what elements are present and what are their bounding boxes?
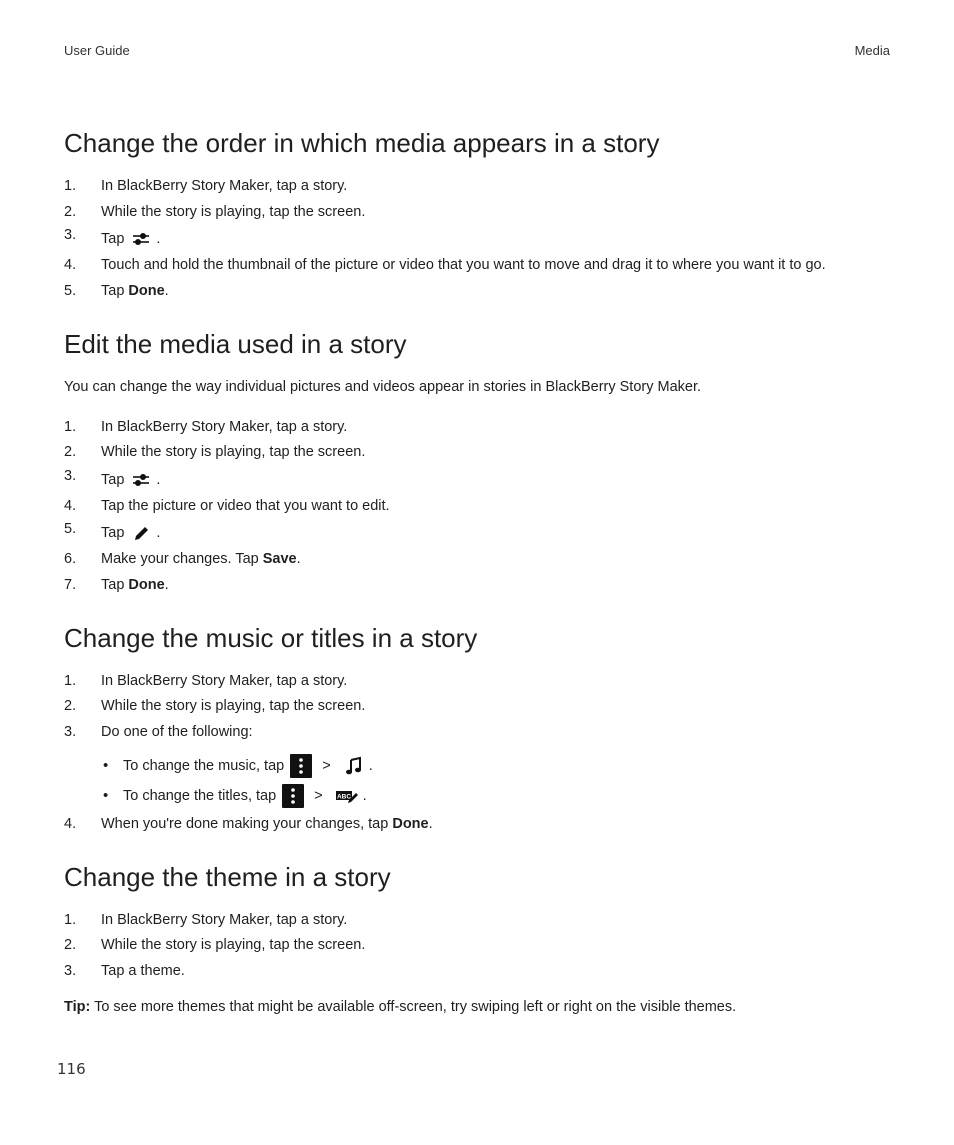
pencil-icon [130, 523, 152, 543]
list-item [64, 255, 890, 275]
step-text: . [156, 525, 161, 541]
section-title: Change the music or titles in a story [64, 622, 478, 653]
step-number: 2. [64, 698, 77, 714]
list-item [64, 227, 890, 251]
list-item [64, 176, 890, 196]
step-text: . [164, 576, 169, 593]
header-chapter-title: Media [854, 43, 890, 58]
option-list [101, 754, 890, 808]
list-item [64, 696, 890, 716]
step-text: . [296, 551, 301, 567]
list-item [64, 549, 890, 569]
step-number: 4. [64, 497, 77, 514]
step-text: Tap [101, 282, 129, 299]
step-list [64, 671, 890, 834]
list-item [64, 468, 890, 492]
step-text: While the story is playing, tap the screen. [101, 203, 366, 220]
step-text: Tap [101, 525, 125, 541]
list-item [64, 281, 890, 301]
step-text: While the story is playing, tap the screen. [101, 698, 366, 714]
step-list [64, 910, 890, 981]
step-text: . [164, 282, 169, 299]
step-number: 1. [64, 672, 77, 689]
list-item [64, 442, 890, 462]
ui-label-done: Done [128, 576, 165, 593]
more-vertical-icon [282, 784, 304, 808]
step-text: When you're done making your changes, tap [101, 815, 393, 832]
step-text: Tap the picture or video that you want to edit. [101, 497, 390, 514]
step-number: 7. [64, 576, 77, 593]
list-item [64, 961, 890, 981]
section-change-order [64, 126, 890, 301]
step-text: In BlackBerry Story Maker, tap a story. [101, 418, 348, 435]
list-item [64, 722, 890, 808]
title-edit-icon-label: ABC [336, 793, 351, 801]
step-text: Tap [101, 576, 129, 593]
step-text: Do one of the following: [101, 723, 253, 740]
step-text: While the story is playing, tap the screen. [101, 444, 366, 460]
step-number: 4. [64, 815, 77, 832]
list-item [64, 575, 890, 595]
step-number: 1. [64, 911, 77, 928]
step-number: 3. [64, 467, 77, 484]
step-number: 2. [64, 444, 77, 460]
step-number: 1. [64, 178, 77, 194]
step-number: 6. [64, 551, 77, 567]
page-number: 116 [57, 1060, 86, 1078]
tip-label: Tip: [64, 998, 91, 1015]
list-item [64, 496, 890, 516]
step-text: Tap [101, 471, 125, 488]
list-item [64, 935, 890, 955]
step-list [64, 417, 890, 595]
step-text: In BlackBerry Story Maker, tap a story. [101, 911, 348, 928]
step-number: 2. [64, 203, 77, 220]
list-item [64, 417, 890, 437]
list-item [64, 202, 890, 222]
separator: > [314, 787, 323, 804]
step-text: While the story is playing, tap the screen. [101, 937, 366, 954]
step-text: Make your changes. Tap [101, 551, 263, 567]
step-text: . [428, 815, 433, 832]
step-text: . [156, 471, 161, 488]
step-text: Tap [101, 231, 125, 247]
header-guide-title: User Guide [64, 43, 130, 58]
step-number: 1. [64, 418, 77, 435]
section-change-theme [64, 860, 890, 1017]
section-title: Change the order in which media appears in a story [64, 128, 660, 158]
ui-label-save: Save [262, 551, 297, 567]
list-item [64, 671, 890, 691]
step-number: 3. [64, 227, 77, 243]
option-text: . [368, 757, 373, 774]
step-number: 3. [64, 962, 77, 979]
step-text: . [156, 231, 161, 247]
page-header [64, 43, 890, 59]
step-text: In BlackBerry Story Maker, tap a story. [101, 178, 348, 194]
option-text: To change the music, tap [123, 757, 285, 774]
step-text: Touch and hold the thumbnail of the picture or video that you want to move and drag it to where you want it to go. [101, 257, 826, 273]
step-text: In BlackBerry Story Maker, tap a story. [101, 672, 348, 689]
list-item [101, 754, 890, 778]
list-item [64, 521, 890, 545]
step-number: 3. [64, 723, 77, 740]
separator: > [322, 757, 331, 774]
section-intro: You can change the way individual pictures and videos appear in stories in BlackBerry Story Maker. [64, 378, 702, 395]
step-text: Tap a theme. [101, 962, 185, 979]
step-number: 4. [64, 257, 77, 273]
tip-note [64, 997, 890, 1017]
music-note-icon [343, 755, 365, 777]
sliders-icon [130, 470, 152, 490]
option-text: To change the titles, tap [123, 787, 277, 804]
sliders-icon [130, 229, 152, 249]
section-edit-media [64, 327, 890, 595]
tip-text: To see more themes that might be available off-screen, try swiping left or right on the visible themes. [90, 998, 737, 1015]
step-list [64, 176, 890, 301]
option-text: . [362, 787, 367, 804]
step-number: 2. [64, 937, 77, 954]
list-item [64, 910, 890, 930]
title-edit-icon [335, 786, 359, 806]
ui-label-done: Done [392, 815, 429, 832]
ui-label-done: Done [128, 282, 165, 299]
more-vertical-icon [290, 754, 312, 778]
step-number: 5. [64, 521, 77, 537]
step-number: 5. [64, 282, 77, 299]
section-title: Edit the media used in a story [64, 328, 407, 359]
list-item [101, 784, 890, 808]
page-content [64, 126, 890, 1017]
list-item [64, 814, 890, 834]
section-title: Change the theme in a story [64, 861, 391, 892]
section-change-music-titles [64, 621, 890, 834]
